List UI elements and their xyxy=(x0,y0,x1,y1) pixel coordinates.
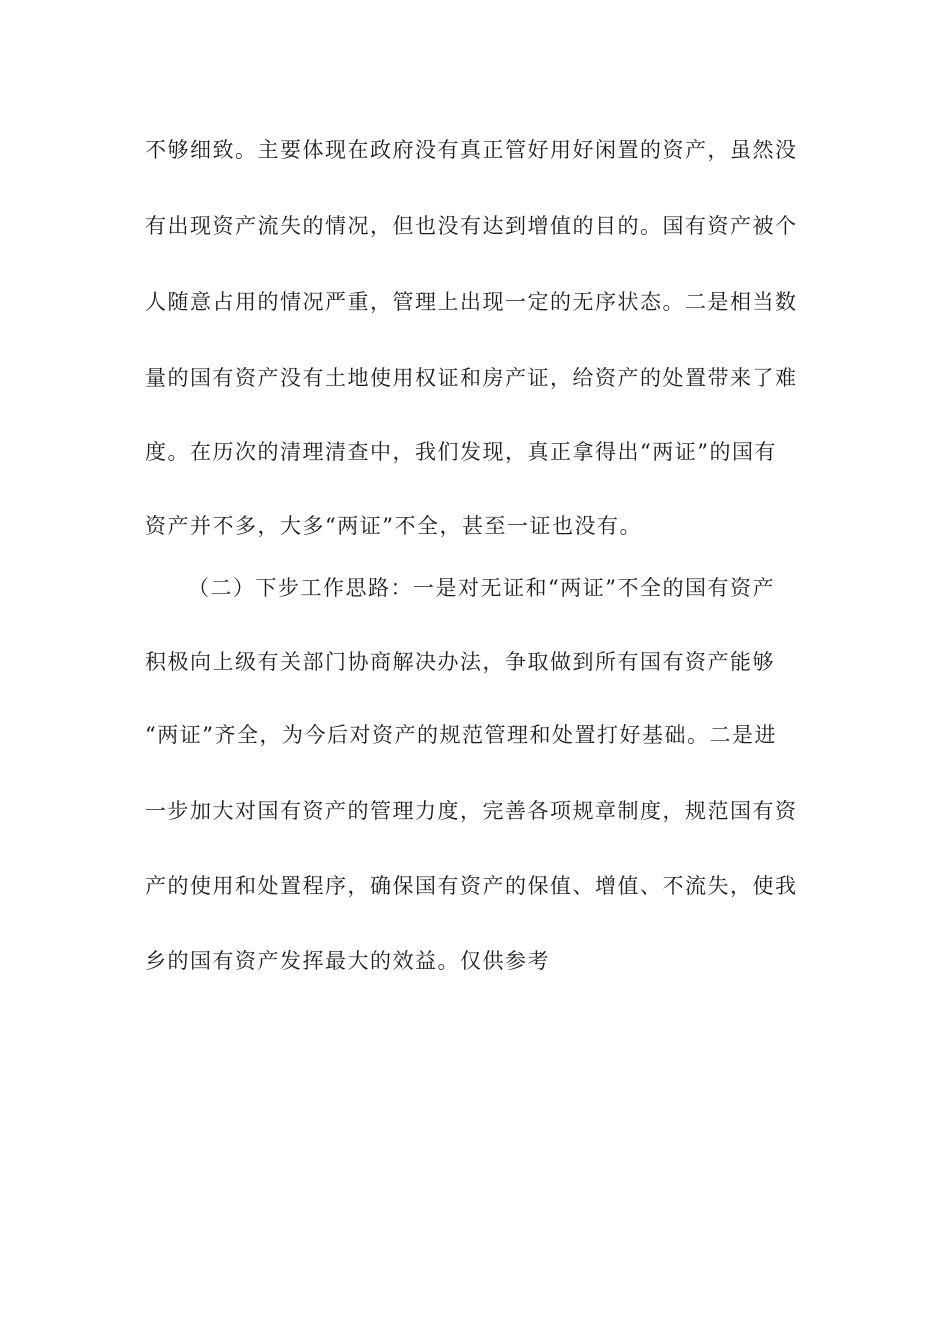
text-line-1: 不够细致。主要体现在政府没有真正管好用好闲置的资产，虽然没 xyxy=(145,138,798,162)
text-line-10: 一步加大对国有资产的管理力度，完善各项规章制度，规范国有资 xyxy=(145,799,798,823)
text-line-8: 积极向上级有关部门协商解决办法，争取做到所有国有资产能够 xyxy=(145,650,775,674)
text-line-12: 乡的国有资产发挥最大的效益。仅供参考 xyxy=(145,949,550,973)
text-line-7: （二）下步工作思路：一是对无证和“两证”不全的国有资产 xyxy=(188,576,775,600)
text-line-6: 资产并不多，大多“两证”不全，甚至一证也没有。 xyxy=(145,514,642,538)
text-line-11: 产的使用和处置程序，确保国有资产的保值、增值、不流失，使我 xyxy=(145,874,798,898)
text-line-2: 有出现资产流失的情况，但也没有达到增值的目的。国有资产被个 xyxy=(145,214,798,238)
text-line-3: 人随意占用的情况严重，管理上出现一定的无序状态。二是相当数 xyxy=(145,290,798,314)
text-line-5: 度。在历次的清理清查中，我们发现，真正拿得出“两证”的国有 xyxy=(145,440,777,464)
text-line-4: 量的国有资产没有土地使用权证和房产证，给资产的处置带来了难 xyxy=(145,366,798,390)
text-line-9: “两证”齐全，为今后对资产的规范管理和处置打好基础。二是进 xyxy=(145,723,777,747)
